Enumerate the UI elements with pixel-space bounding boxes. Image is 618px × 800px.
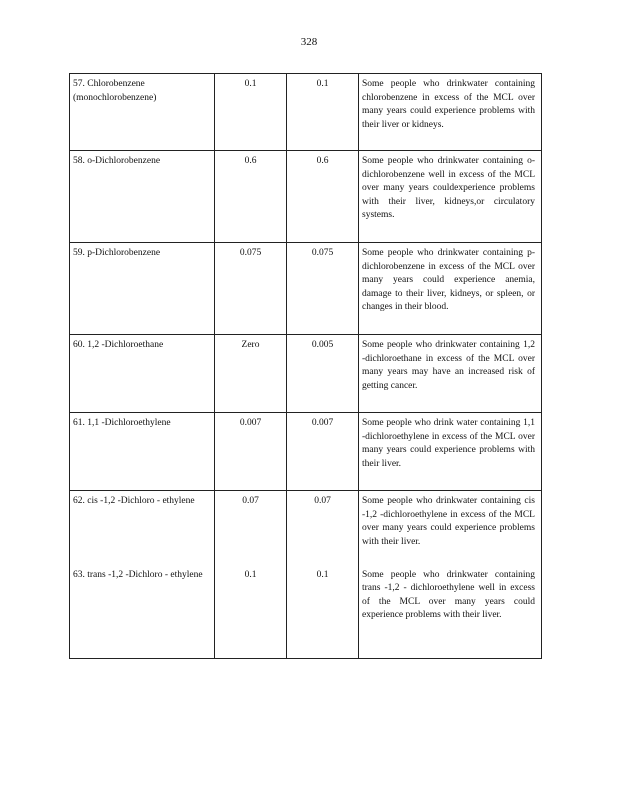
contaminant-name: 57. Chlorobenzene (monochlorobenzene) [70,74,215,151]
mcl-value: 0.075 [287,243,359,335]
contaminant-table [69,73,542,659]
mclg-value: 0.1 [215,74,287,151]
contaminant-name: 63. trans -1,2 -Dichloro - ethylene [70,565,215,659]
mcl-value: 0.1 [287,74,359,151]
health-effects: Some people who drinkwater containing p-dichlorobenzene in excess of the MCL over many years could experience anemia, damage to their liver, kidneys, or spleen, or changes in their blood. [359,243,542,335]
table-row [70,243,542,335]
health-effects: Some people who drink water containing 1,1 -dichloroethylene in excess of the MCL over many years could experience problems with their liver. [359,413,542,491]
mcl-value: 0.1 [287,565,359,659]
mcl-value: 0.007 [287,413,359,491]
table-row [70,413,542,491]
mclg-value: 0.6 [215,151,287,243]
health-effects: Some people who drinkwater containing cis -1,2 -dichloroethylene in excess of the MCL over many years could experience problems with their liver. [359,491,542,565]
mcl-value: 0.005 [287,335,359,413]
mcl-value: 0.07 [287,491,359,565]
mclg-value: 0.07 [215,491,287,565]
mclg-value: 0.1 [215,565,287,659]
table-row [70,335,542,413]
table-row [70,74,542,151]
mclg-value: 0.075 [215,243,287,335]
contaminant-name: 59. p-Dichlorobenzene [70,243,215,335]
health-effects: Some people who drinkwater containing o-dichlorobenzene well in excess of the MCL over many years couldexperience problems with their liver, kidneys,or circulatory systems. [359,151,542,243]
contaminant-name: 62. cis -1,2 -Dichloro - ethylene [70,491,215,565]
contaminant-name: 58. o-Dichlorobenzene [70,151,215,243]
table-row [70,151,542,243]
table-row [70,565,542,659]
health-effects: Some people who drinkwater containing chlorobenzene in excess of the MCL over many years could experience problems with their liver or kidneys. [359,74,542,151]
health-effects: Some people who drinkwater containing 1,2 -dichloroethane in excess of the MCL over many years may have an increased risk of getting cancer. [359,335,542,413]
mclg-value: Zero [215,335,287,413]
health-effects: Some people who drinkwater containing trans -1,2 - dichloroethylene well in excess of the MCL over many years could experience problems with their liver. [359,565,542,659]
contaminant-name: 61. 1,1 -Dichloroethylene [70,413,215,491]
page-number: 328 [300,36,318,48]
mcl-value: 0.6 [287,151,359,243]
mclg-value: 0.007 [215,413,287,491]
table-row [70,491,542,565]
contaminant-name: 60. 1,2 -Dichloroethane [70,335,215,413]
